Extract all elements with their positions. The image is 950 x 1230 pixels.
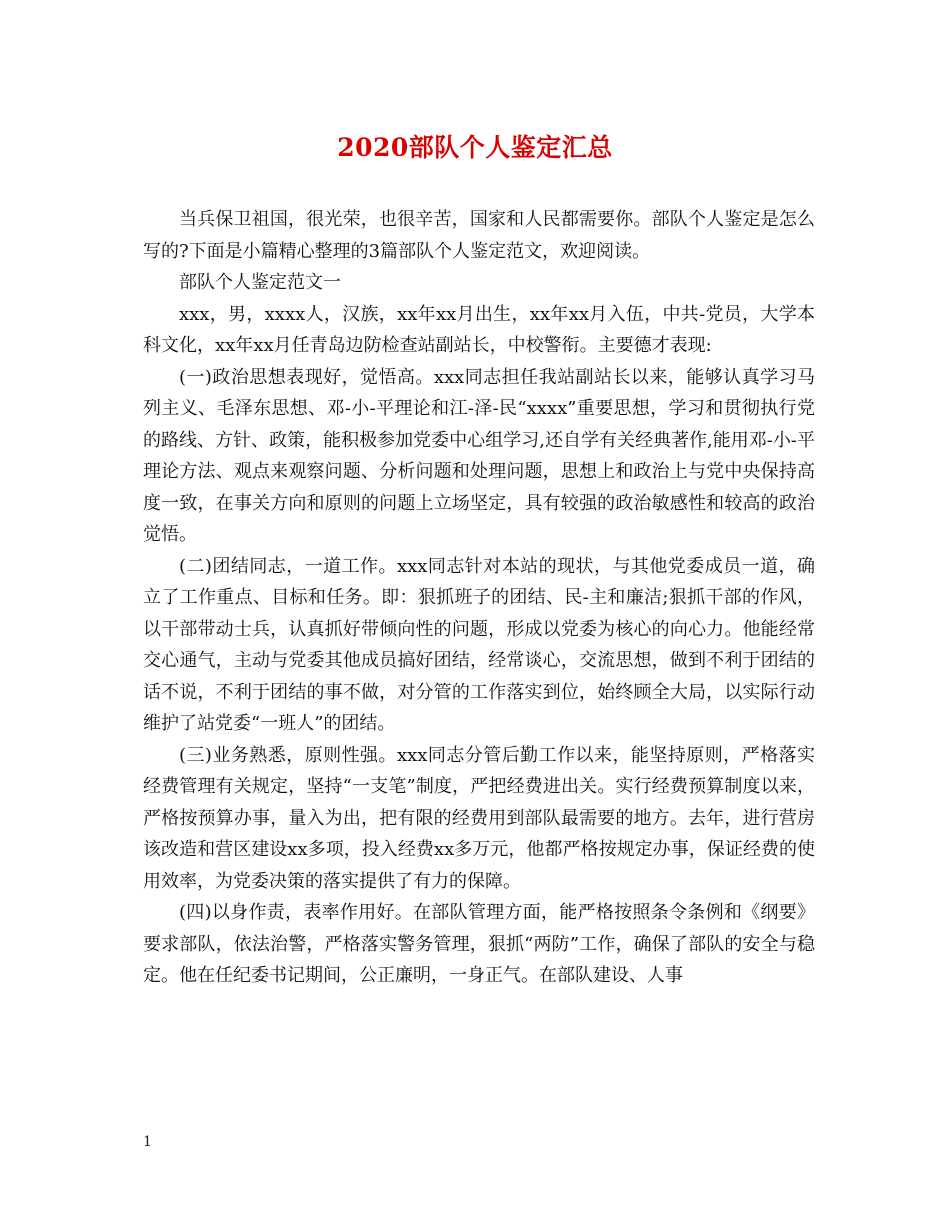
body-paragraph: xxx，男，xxxx人，汉族，xx年xx月出生，xx年xx月入伍，中共-党员，大学本科文化，xx年xx月任青岛边防检查站副站长，中校警衔。主要德才表现:: [143, 303, 815, 356]
section-heading: 部队个人鉴定范文一: [179, 272, 341, 293]
page-number: 1: [143, 1134, 152, 1150]
body-paragraph: (三)业务熟悉，原则性强。xxx同志分管后勤工作以来，能坚持原则，严格落实经费管理有关规定，坚持“一支笔”制度，严把经费进出关。实行经费预算制度以来，严格按预算办事，量入为出，把有限的经费用到部队最需要的地方。去年，进行营房该改造和营区建设xx多项，投入经费xx多万元，他都严格按规定办事，保证经费的使用效率，为党委决策的落实提供了有力的保障。: [143, 744, 815, 892]
document-title: 2020部队个人鉴定汇总: [337, 133, 613, 162]
body-paragraph: (一)政治思想表现好，觉悟高。xxx同志担任我站副站长以来，能够认真学习马列主义、毛泽东思想、邓-小-平理论和江-泽-民“xxxx”重要思想，学习和贯彻执行党的路线、方针、政策，能积极参加党委中心组学习,还自学有关经典著作,能用邓-小-平理论方法、观点来观察问题、分析问题和处理问题，思想上和政治上与党中央保持高度一致，在事关方向和原则的问题上立场坚定，具有较强的政治敏感性和较高的政治觉悟。: [143, 366, 815, 545]
body-paragraph: (四)以身作责，表率作用好。在部队管理方面，能严格按照条令条例和《纲要》要求部队，依法治警，严格落实警务管理，狠抓“两防”工作，确保了部队的安全与稳定。他在任纪委书记期间，公正廉明，一身正气。在部队建设、人事: [143, 902, 815, 986]
body-paragraph: (二)团结同志，一道工作。xxx同志针对本站的现状，与其他党委成员一道，确立了工作重点、目标和任务。即：狠抓班子的团结、民-主和廉洁;狠抓干部的作风，以干部带动士兵，认真抓好带倾向性的问题，形成以党委为核心的向心力。他能经常交心通气，主动与党委其他成员搞好团结，经常谈心，交流思想，做到不利于团结的话不说，不利于团结的事不做，对分管的工作落实到位，始终顾全大局，以实际行动维护了站党委“一班人”的团结。: [143, 555, 815, 734]
document-body: [143, 204, 815, 992]
intro-paragraph: 当兵保卫祖国，很光荣，也很辛苦，国家和人民都需要你。部队个人鉴定是怎么写的?下面是小篇精心整理的3篇部队个人鉴定范文，欢迎阅读。: [143, 209, 815, 262]
